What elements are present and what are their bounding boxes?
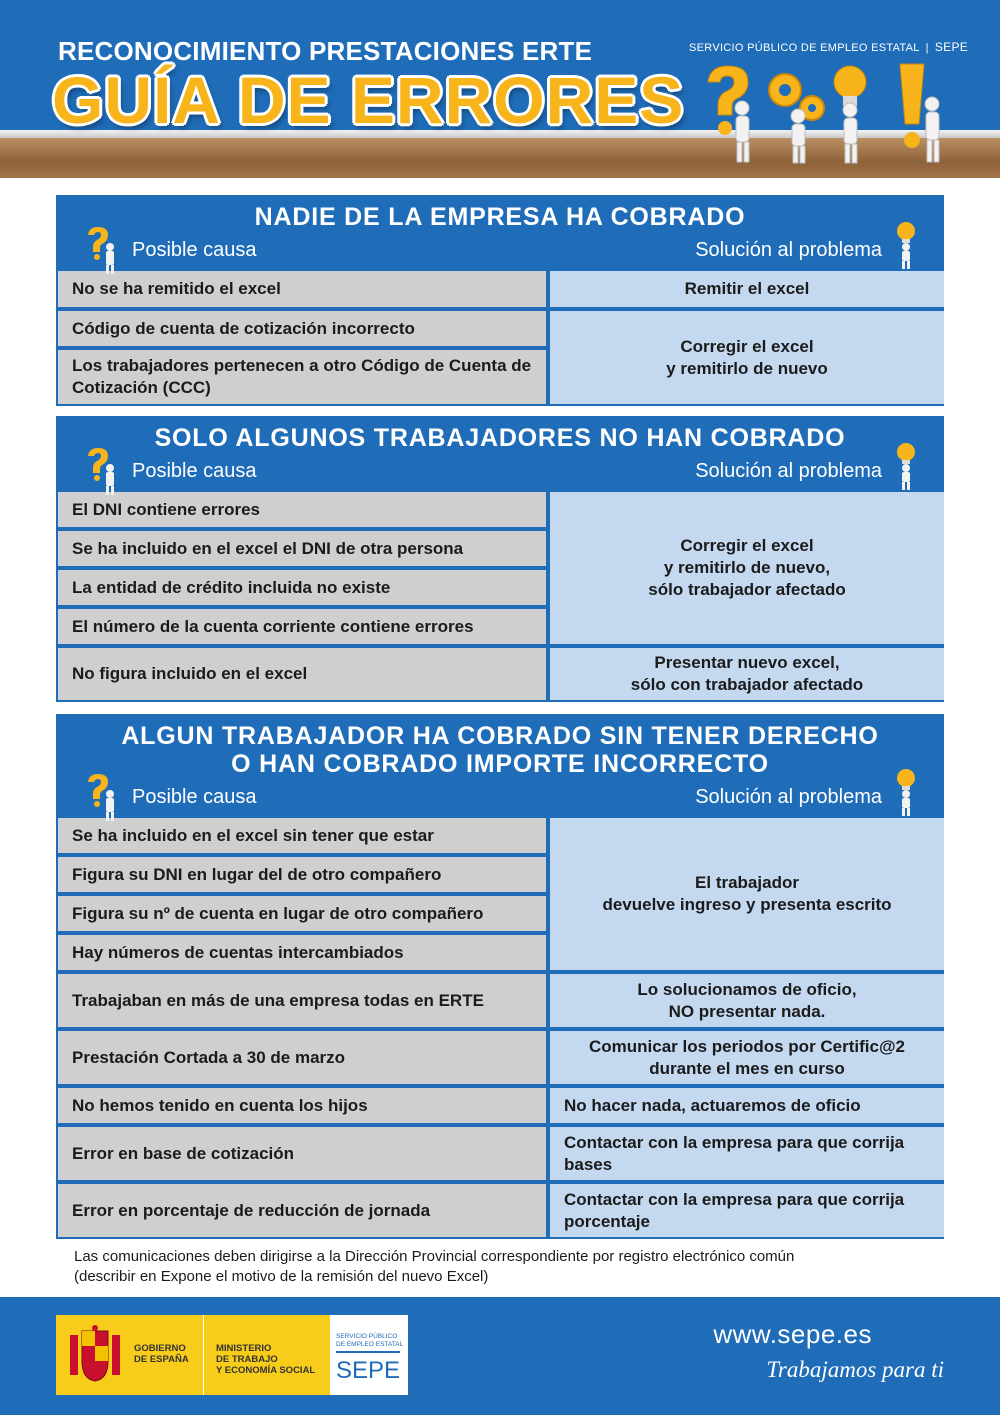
- gobierno-text: [134, 1343, 189, 1365]
- gobierno-line: DE ESPAÑA: [134, 1354, 189, 1365]
- cause-cell: Los trabajadores pertenecen a otro Código de Cuenta de Cotización (CCC): [58, 350, 546, 404]
- solution-cell: El trabajador devuelve ingreso y presenta escrito: [550, 818, 944, 970]
- ministerio-text: [216, 1343, 315, 1376]
- section-some-not-paid: [56, 416, 944, 702]
- government-logos: [56, 1315, 408, 1395]
- coat-of-arms-icon: [66, 1325, 124, 1385]
- cause-cell: Figura su nº de cuenta en lugar de otro compañero: [58, 896, 546, 931]
- sepe-divider: [336, 1351, 400, 1353]
- cause-cell: Error en porcentaje de reducción de jornada: [58, 1184, 546, 1237]
- solution-cell: Contactar con la empresa para que corrija porcentaje: [550, 1184, 944, 1237]
- page-footer: [0, 1297, 1000, 1415]
- solution-cell: Comunicar los periodos por Certific@2 durante el mes en curso: [550, 1031, 944, 1084]
- sepe-small-line: SERVICIO PÚBLICO: [336, 1333, 398, 1340]
- header-kicker: RECONOCIMIENTO PRESTACIONES ERTE: [58, 36, 593, 66]
- lightbulb-figure-icon: [890, 221, 922, 269]
- cause-cell: Hay números de cuentas intercambiados: [58, 935, 546, 970]
- cause-column-label: Posible causa: [132, 460, 257, 482]
- agency-name: SERVICIO PÚBLICO DE EMPLEO ESTATAL: [689, 42, 920, 54]
- cause-cell: Trabajaban en más de una empresa todas en ERTE: [58, 974, 546, 1027]
- lightbulb-figure-icon: [890, 768, 922, 816]
- solution-cell: Lo solucionamos de oficio, NO presentar nada.: [550, 974, 944, 1027]
- cause-cell: El DNI contiene errores: [58, 492, 546, 527]
- solution-column-label: Solución al problema: [695, 786, 882, 808]
- section-title-line: ALGUN TRABAJADOR HA COBRADO SIN TENER DERECHO: [121, 722, 879, 750]
- cause-cell: No figura incluido en el excel: [58, 648, 546, 700]
- question-figure-icon: [84, 446, 120, 496]
- cause-cell: Código de cuenta de cotización incorrecto: [58, 311, 546, 346]
- ministerio-logo: [204, 1315, 330, 1395]
- cause-cell: El número de la cuenta corriente contiene errores: [58, 609, 546, 644]
- gobierno-logo: [56, 1315, 204, 1395]
- agency-short: SEPE: [934, 40, 969, 54]
- footnote-line: Las comunicaciones deben dirigirse a la Dirección Provincial correspondiente por registro electrónico común: [74, 1248, 795, 1265]
- section-title-line: O HAN COBRADO IMPORTE INCORRECTO: [231, 750, 769, 778]
- error-table: [58, 271, 942, 404]
- sepe-big-text: SEPE: [336, 1357, 401, 1384]
- section-subheader: [58, 452, 942, 492]
- page-title: GUÍA DE ERRORES: [52, 63, 685, 137]
- cause-cell: La entidad de crédito incluida no existe: [58, 570, 546, 605]
- section-wrongly-paid: [56, 714, 944, 1239]
- section-subheader: [58, 231, 942, 271]
- agency-label: [689, 40, 968, 54]
- gobierno-line: GOBIERNO: [134, 1343, 186, 1354]
- ministerio-line: DE TRABAJO: [216, 1354, 278, 1365]
- question-figure-icon: [84, 225, 120, 275]
- cause-column-label: Posible causa: [132, 786, 257, 808]
- cause-cell: No hemos tenido en cuenta los hijos: [58, 1088, 546, 1123]
- solution-column-label: Solución al problema: [695, 460, 882, 482]
- section-subheader: [58, 778, 942, 818]
- solution-cell: Presentar nuevo excel, sólo con trabajador afectado: [550, 648, 944, 700]
- sepe-small-line: DE EMPLEO ESTATAL: [336, 1341, 404, 1348]
- section-title-block: [58, 716, 942, 778]
- sepe-small-text: [336, 1333, 403, 1349]
- ministerio-line: MINISTERIO: [216, 1343, 272, 1354]
- question-figure-icon: [84, 772, 120, 822]
- cause-cell: Se ha incluido en el excel sin tener que estar: [58, 818, 546, 853]
- page-header: [0, 0, 1000, 178]
- section-title: SOLO ALGUNOS TRABAJADORES NO HAN COBRADO: [154, 424, 846, 452]
- solution-cell: Corregir el excel y remitirlo de nuevo, sólo trabajador afectado: [550, 492, 944, 644]
- cause-column-label: Posible causa: [132, 239, 257, 261]
- solution-column-label: Solución al problema: [695, 239, 882, 261]
- cause-cell: Prestación Cortada a 30 de marzo: [58, 1031, 546, 1084]
- lightbulb-figure-icon: [890, 442, 922, 490]
- website-url[interactable]: www.sepe.es: [713, 1319, 872, 1349]
- solution-cell: Contactar con la empresa para que corrija bases: [550, 1127, 944, 1180]
- cause-cell: Figura su DNI en lugar del de otro compañero: [58, 857, 546, 892]
- cause-cell: Se ha incluido en el excel el DNI de otra persona: [58, 531, 546, 566]
- error-table: [58, 492, 942, 700]
- ministerio-line: Y ECONOMÍA SOCIAL: [216, 1365, 316, 1376]
- section-nobody-paid: [56, 195, 944, 406]
- slogan: Trabajamos para ti: [766, 1357, 944, 1382]
- solution-cell: No hacer nada, actuaremos de oficio: [550, 1088, 944, 1123]
- solution-cell: Remitir el excel: [550, 271, 944, 307]
- agency-separator: |: [925, 42, 929, 54]
- cause-cell: No se ha remitido el excel: [58, 271, 546, 307]
- error-table: [58, 818, 942, 1237]
- sepe-logo: [330, 1315, 408, 1395]
- question-figures-icon: [700, 60, 945, 165]
- cause-cell: Error en base de cotización: [58, 1127, 546, 1180]
- footnote-line: (describir en Expone el motivo de la remisión del nuevo Excel): [74, 1268, 489, 1285]
- solution-cell: Corregir el excel y remitirlo de nuevo: [550, 311, 944, 404]
- footnote: [74, 1247, 794, 1287]
- section-title: NADIE DE LA EMPRESA HA COBRADO: [254, 203, 746, 231]
